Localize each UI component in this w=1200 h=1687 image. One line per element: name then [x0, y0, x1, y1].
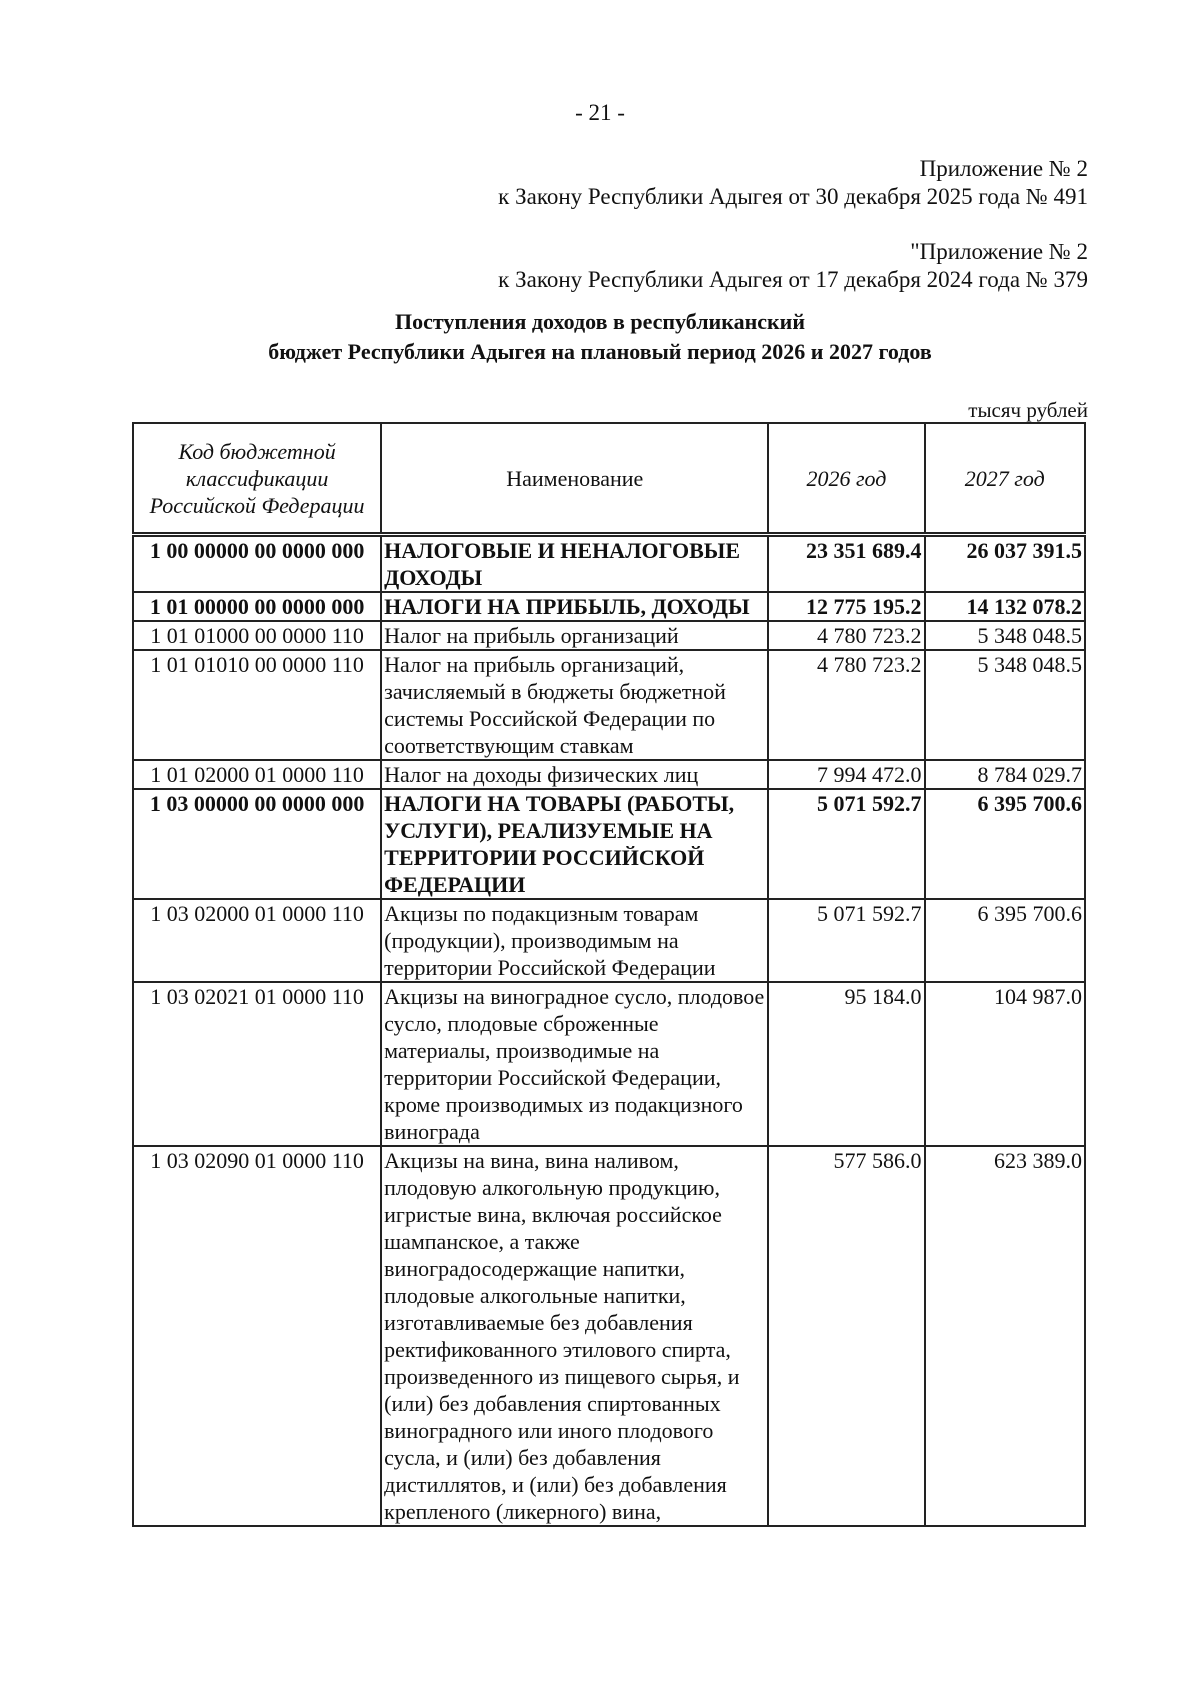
table-row [133, 650, 1085, 760]
row-value-2026: 577 586.0 [768, 1146, 924, 1526]
row-value-2027: 623 389.0 [925, 1146, 1085, 1526]
row-name: НАЛОГИ НА ПРИБЫЛЬ, ДОХОДЫ [381, 592, 768, 621]
document-title [0, 307, 1200, 367]
row-code: 1 03 00000 00 0000 000 [133, 789, 381, 899]
row-code: 1 01 00000 00 0000 000 [133, 592, 381, 621]
row-code: 1 03 02090 01 0000 110 [133, 1146, 381, 1526]
row-name: Налог на прибыль организаций, зачисляемый в бюджеты бюджетной системы Российской Федерации по соответствующим ставкам [381, 650, 768, 760]
row-code: 1 03 02021 01 0000 110 [133, 982, 381, 1146]
units-label: тысяч рублей [968, 398, 1088, 422]
annex-original-line1: "Приложение № 2 [910, 239, 1088, 264]
table-row [133, 1146, 1085, 1526]
annex-original [498, 238, 1088, 294]
table-row [133, 899, 1085, 982]
table-row [133, 621, 1085, 650]
row-value-2026: 4 780 723.2 [768, 650, 924, 760]
row-name: НАЛОГОВЫЕ И НЕНАЛОГОВЫЕ ДОХОДЫ [381, 535, 768, 593]
table-row [133, 760, 1085, 789]
row-value-2027: 6 395 700.6 [925, 789, 1085, 899]
row-value-2026: 23 351 689.4 [768, 535, 924, 593]
row-name: НАЛОГИ НА ТОВАРЫ (РАБОТЫ, УСЛУГИ), РЕАЛИЗУЕМЫЕ НА ТЕРРИТОРИИ РОССИЙСКОЙ ФЕДЕРАЦИИ [381, 789, 768, 899]
row-name: Акцизы на вина, вина наливом, плодовую алкогольную продукцию, игристые вина, включая российское шампанское, а также виноградосодержащие напитки, плодовые алкогольные напитки, изготавливаемые без добавления ректификованного этилового спирта, произведенного из пищевого сырья, и (или) без добавления спиртованных виноградного или иного плодового сусла, и (или) без добавления дистиллятов, и (или) без добавления крепленого (ликерного) вина, [381, 1146, 768, 1526]
table-row [133, 789, 1085, 899]
row-name: Налог на прибыль организаций [381, 621, 768, 650]
row-code: 1 01 01000 00 0000 110 [133, 621, 381, 650]
row-value-2027: 6 395 700.6 [925, 899, 1085, 982]
row-value-2027: 14 132 078.2 [925, 592, 1085, 621]
header-year-2026: 2026 год [768, 423, 924, 535]
page-number: - 21 - [575, 100, 625, 125]
row-code: 1 00 00000 00 0000 000 [133, 535, 381, 593]
row-value-2026: 7 994 472.0 [768, 760, 924, 789]
row-value-2026: 95 184.0 [768, 982, 924, 1146]
row-value-2027: 5 348 048.5 [925, 650, 1085, 760]
document-title-line2: бюджет Республики Адыгея на плановый период 2026 и 2027 годов [268, 339, 932, 364]
row-value-2026: 5 071 592.7 [768, 899, 924, 982]
table-row [133, 592, 1085, 621]
row-name: Акцизы на виноградное сусло, плодовое сусло, плодовые сброженные материалы, производимые на территории Российской Федерации, кроме производимых из подакцизного винограда [381, 982, 768, 1146]
table-row [133, 535, 1085, 593]
annex-original-line2: к Закону Республики Адыгея от 17 декабря 2024 года № 379 [498, 267, 1088, 292]
row-value-2027: 5 348 048.5 [925, 621, 1085, 650]
row-name: Акцизы по подакцизным товарам (продукции), производимым на территории Российской Федерации [381, 899, 768, 982]
revenue-table [132, 422, 1086, 1527]
header-code: Код бюджетной классификации Российской Федерации [133, 423, 381, 535]
row-code: 1 01 02000 01 0000 110 [133, 760, 381, 789]
document-title-line1: Поступления доходов в республиканский [394, 309, 806, 334]
row-value-2026: 4 780 723.2 [768, 621, 924, 650]
row-name: Налог на доходы физических лиц [381, 760, 768, 789]
annex-current [498, 155, 1088, 211]
row-value-2026: 12 775 195.2 [768, 592, 924, 621]
row-value-2027: 26 037 391.5 [925, 535, 1085, 593]
header-name: Наименование [381, 423, 768, 535]
row-value-2026: 5 071 592.7 [768, 789, 924, 899]
table-row [133, 982, 1085, 1146]
annex-current-line1: Приложение № 2 [919, 156, 1088, 181]
header-year-2027: 2027 год [925, 423, 1085, 535]
row-value-2027: 104 987.0 [925, 982, 1085, 1146]
row-code: 1 03 02000 01 0000 110 [133, 899, 381, 982]
row-value-2027: 8 784 029.7 [925, 760, 1085, 789]
annex-current-line2: к Закону Республики Адыгея от 30 декабря 2025 года № 491 [498, 184, 1088, 209]
row-code: 1 01 01010 00 0000 110 [133, 650, 381, 760]
table-header-row [133, 423, 1085, 535]
